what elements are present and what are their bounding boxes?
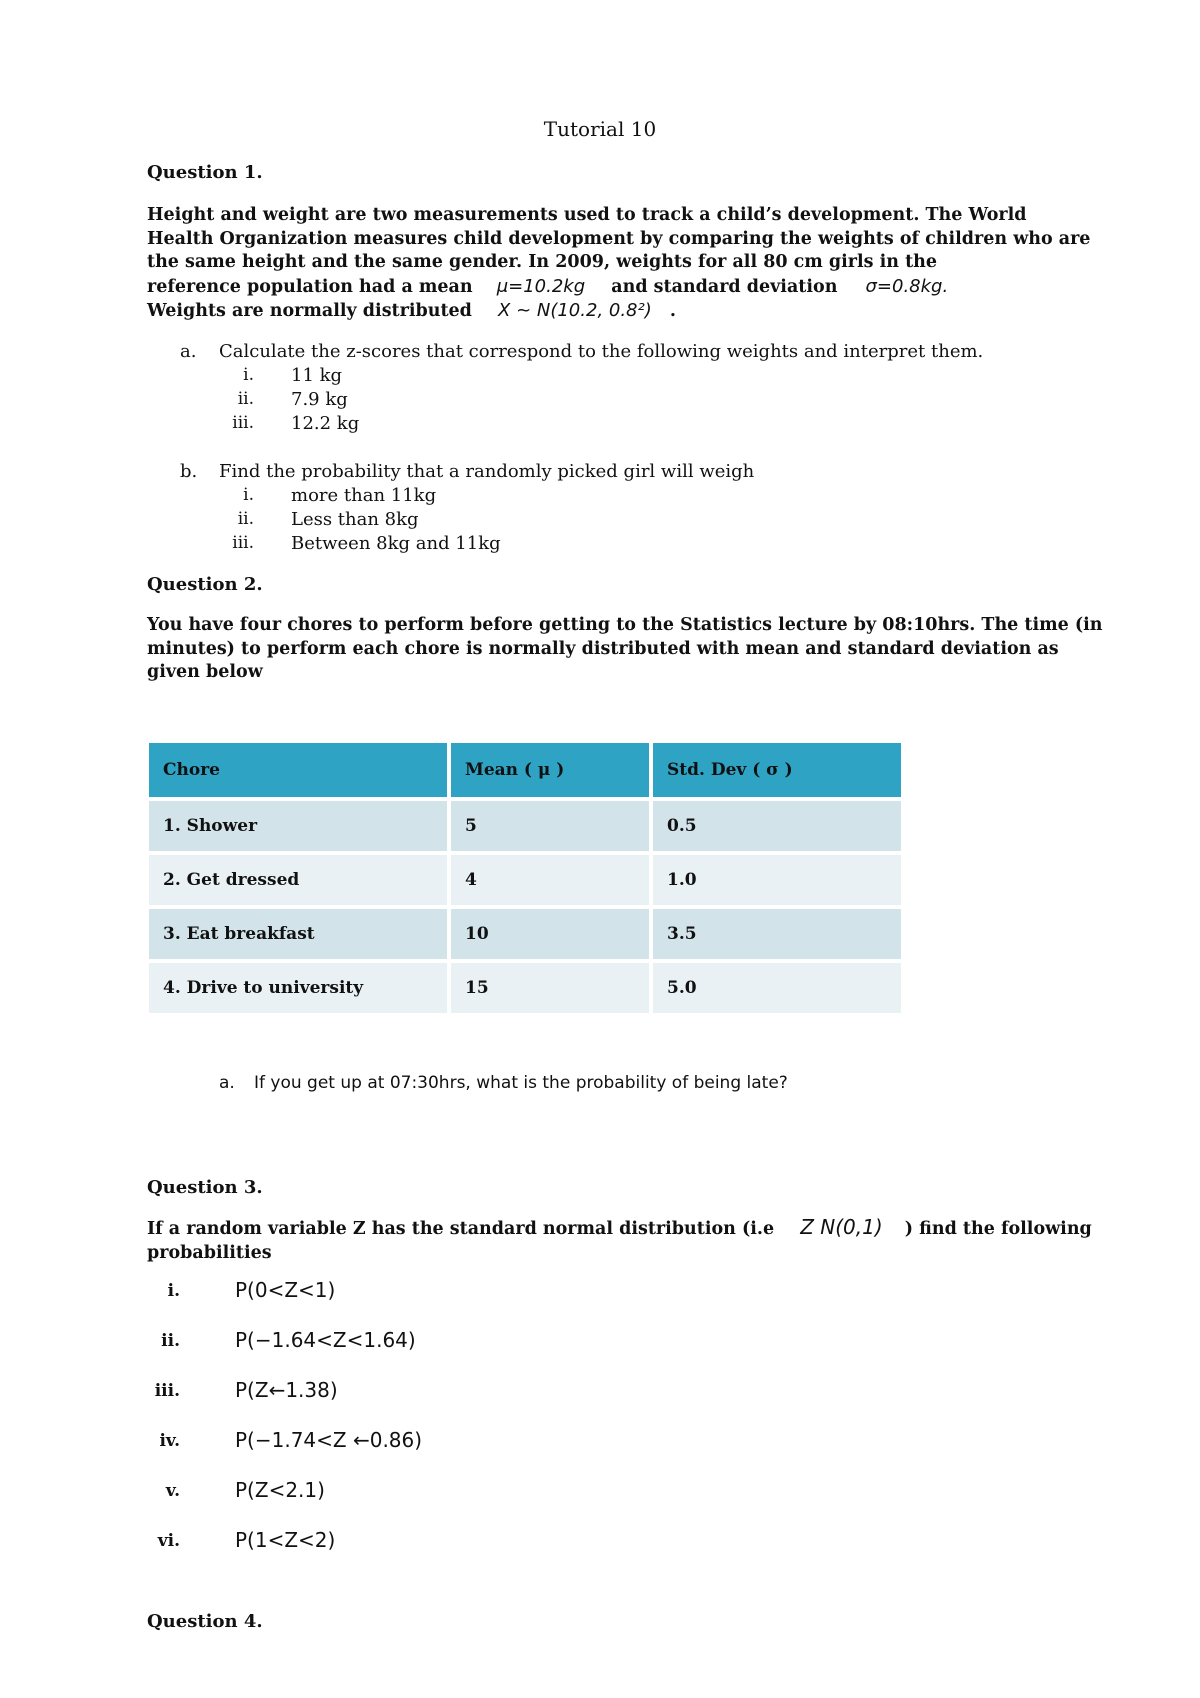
q3-line-2: probabilities (147, 1242, 272, 1263)
q1-sigma-expression: σ=0.8kg. (865, 275, 949, 297)
q1a-item-text: 11 kg (291, 365, 343, 386)
q2a-label: a. (219, 1073, 235, 1093)
q3-item-expression: P(1<Z<2) (235, 1528, 336, 1552)
table-cell: 3. Eat breakfast (149, 909, 447, 959)
q2-line-3: given below (147, 662, 263, 682)
q3-item-num: iv. (159, 1431, 180, 1451)
table-cell: 10 (451, 909, 649, 959)
q1-line-5-end: . (669, 301, 676, 321)
q1a-text: Calculate the z-scores that correspond to the following weights and interpret them. (219, 341, 984, 362)
table-cell: 4 (451, 855, 649, 905)
q1a-item-text: 12.2 kg (291, 413, 360, 434)
q1-line-5 (147, 299, 1090, 324)
q1-line-5-text: Weights are normally distributed (147, 301, 472, 321)
q1b-item-text: Less than 8kg (291, 509, 419, 530)
q1a-item-text: 7.9 kg (291, 389, 348, 410)
q3-item-num: ii. (161, 1331, 180, 1351)
q2-line-2: minutes) to perform each chore is normally distributed with mean and standard deviation as (147, 638, 1059, 659)
table-header-row (149, 743, 901, 797)
q1b-label: b. (180, 461, 198, 482)
q3-item-num: i. (167, 1281, 180, 1301)
q3-item-expression: P(0<Z<1) (235, 1278, 336, 1302)
q4-heading: Question 4. (147, 1611, 263, 1632)
table-cell: 5 (451, 801, 649, 851)
q3-heading: Question 3. (147, 1177, 263, 1198)
table-cell: 1.0 (653, 855, 901, 905)
q3-item-num: vi. (157, 1531, 180, 1551)
q1-line-3: the same height and the same gender. In 2009, weights for all 80 cm girls in the (147, 252, 938, 272)
q1b-item-num: iii. (232, 533, 254, 553)
q1a-label: a. (180, 341, 197, 362)
q3-item-expression: P(−1.64<Z<1.64) (235, 1328, 416, 1352)
q1-line-1: Height and weight are two measurements used to track a child’s development. The World (147, 205, 1027, 225)
q3-paragraph (147, 1216, 1092, 1265)
q3-line-1-end: ) find the following (904, 1219, 1092, 1239)
q2-paragraph (147, 614, 1103, 685)
q3-line-1 (147, 1216, 1092, 1242)
q2a-text: If you get up at 07:30hrs, what is the probability of being late? (254, 1073, 788, 1093)
q1a-item-num: iii. (232, 413, 254, 433)
q3-item-expression: P(Z←1.38) (235, 1378, 338, 1402)
table-cell: 4. Drive to university (149, 963, 447, 1013)
table-header-cell: Std. Dev ( σ ) (653, 743, 901, 797)
q2-line-1: You have four chores to perform before getting to the Statistics lecture by 08:10hrs. The time (in (147, 615, 1103, 635)
q1-mu-expression: μ=10.2kg (496, 275, 586, 297)
q3-line-1-text: If a random variable Z has the standard normal distribution (i.e (147, 1219, 775, 1239)
q1-line-4-mid: and standard deviation (611, 276, 838, 297)
q1-line-2: Health Organization measures child development by comparing the weights of children who are (147, 228, 1091, 249)
q1b-text: Find the probability that a randomly picked girl will weigh (219, 461, 755, 482)
table-header-cell: Chore (149, 743, 447, 797)
q1-paragraph (147, 204, 1090, 324)
table-row (149, 909, 901, 959)
table-cell: 2. Get dressed (149, 855, 447, 905)
q1b-item-text: more than 11kg (291, 485, 437, 506)
q3-item-expression: P(−1.74<Z ←0.86) (235, 1428, 423, 1452)
page-title: Tutorial 10 (543, 117, 657, 141)
table-cell: 3.5 (653, 909, 901, 959)
table-row (149, 801, 901, 851)
q1b-item-num: i. (243, 485, 254, 505)
q1b-item-text: Between 8kg and 11kg (291, 533, 501, 554)
table-row (149, 963, 901, 1013)
q1-line-4-text: reference population had a mean (147, 276, 473, 297)
q1-line-4 (147, 275, 1090, 300)
table-row (149, 855, 901, 905)
q3-item-num: iii. (154, 1381, 180, 1401)
table-cell: 15 (451, 963, 649, 1013)
q3-item-num: v. (165, 1481, 180, 1501)
chores-table (145, 739, 905, 1017)
q3-item-expression: P(Z<2.1) (235, 1478, 325, 1502)
q1-heading: Question 1. (147, 162, 263, 183)
table-header-cell: Mean ( μ ) (451, 743, 649, 797)
q1b-item-num: ii. (237, 509, 254, 529)
q1a-item-num: i. (243, 365, 254, 385)
q1a-item-num: ii. (237, 389, 254, 409)
table-cell: 1. Shower (149, 801, 447, 851)
q3-distribution-expression: Z N(0,1) (800, 1215, 883, 1239)
q2-heading: Question 2. (147, 574, 263, 595)
table-cell: 0.5 (653, 801, 901, 851)
table-cell: 5.0 (653, 963, 901, 1013)
q1-distribution-expression: X ~ N(10.2, 0.8²) (498, 300, 652, 321)
